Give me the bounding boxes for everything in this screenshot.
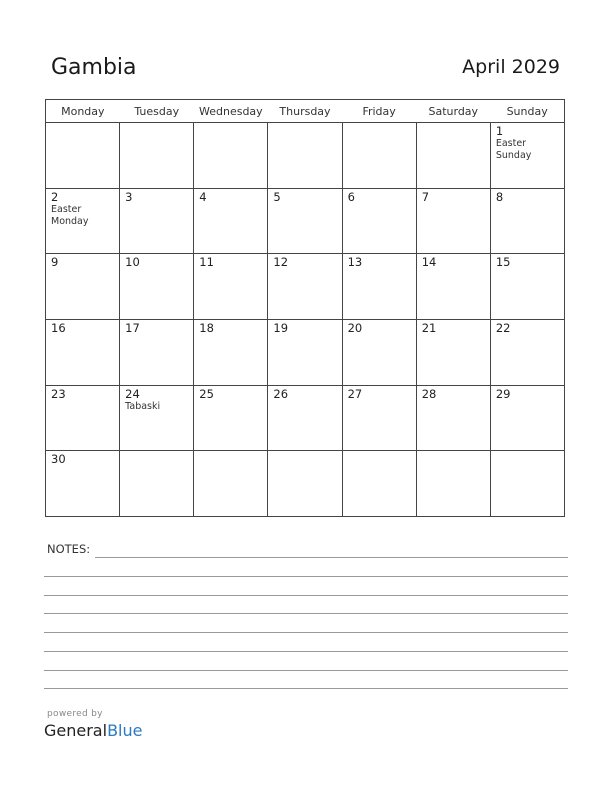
weekday-header: Friday (342, 100, 416, 123)
day-number: 13 (347, 255, 363, 270)
notes-line (44, 595, 568, 596)
calendar-grid (45, 99, 565, 517)
week-row (46, 188, 565, 254)
day-cell[interactable] (490, 188, 564, 254)
country-title: Gambia (51, 55, 137, 80)
day-cell[interactable] (194, 319, 268, 385)
day-cell[interactable] (46, 385, 120, 451)
weekday-header: Tuesday (120, 100, 194, 123)
day-cell[interactable] (342, 385, 416, 451)
day-number: 24 (125, 386, 140, 401)
day-number: 10 (125, 255, 140, 270)
day-cell[interactable] (194, 451, 268, 517)
day-number: 11 (199, 255, 214, 270)
day-cell[interactable] (120, 319, 194, 385)
weekday-header-row (46, 100, 565, 123)
day-number: 8 (495, 189, 504, 204)
holiday-label: Easter Sunday (495, 138, 532, 161)
day-cell[interactable] (46, 123, 120, 189)
day-cell[interactable] (120, 254, 194, 320)
day-cell[interactable] (416, 123, 490, 189)
day-number: 2 (51, 189, 59, 204)
powered-by-label: powered by (47, 709, 103, 719)
day-number: 9 (51, 255, 59, 270)
day-cell[interactable] (120, 123, 194, 189)
day-number: 18 (199, 320, 214, 335)
notes-line (95, 557, 568, 558)
day-number: 7 (421, 189, 430, 204)
day-cell[interactable] (120, 188, 194, 254)
day-number: 25 (199, 386, 214, 401)
day-cell[interactable] (490, 123, 564, 189)
weekday-header: Sunday (490, 100, 564, 123)
day-cell[interactable] (194, 188, 268, 254)
week-row (46, 385, 565, 451)
day-cell[interactable] (268, 188, 342, 254)
day-cell[interactable] (342, 254, 416, 320)
day-number: 6 (347, 189, 355, 204)
day-cell[interactable] (490, 451, 564, 517)
day-cell[interactable] (416, 254, 490, 320)
day-cell[interactable] (120, 451, 194, 517)
week-row (46, 254, 565, 320)
day-number: 19 (273, 320, 289, 335)
weekday-header: Wednesday (194, 100, 268, 123)
day-cell[interactable] (490, 319, 564, 385)
day-cell[interactable] (342, 319, 416, 385)
day-number: 22 (495, 320, 511, 335)
day-cell[interactable] (342, 123, 416, 189)
holiday-label: Easter Monday (51, 203, 89, 227)
day-number: 4 (199, 189, 207, 204)
day-cell[interactable] (194, 385, 268, 451)
holiday-label: Tabaski (125, 400, 161, 412)
notes-line (44, 688, 568, 689)
notes-line (44, 576, 568, 577)
week-row (46, 123, 565, 189)
day-cell[interactable] (268, 319, 342, 385)
week-row (46, 319, 565, 385)
day-cell[interactable] (268, 254, 342, 320)
day-cell[interactable] (268, 123, 342, 189)
day-cell[interactable] (416, 319, 490, 385)
notes-label: NOTES: (47, 542, 91, 556)
day-number: 1 (495, 124, 504, 138)
weekday-header: Saturday (416, 100, 490, 123)
day-number: 17 (125, 320, 140, 335)
day-number: 14 (421, 255, 437, 270)
day-number: 27 (347, 386, 363, 401)
day-number: 28 (421, 386, 437, 401)
day-number: 15 (495, 255, 511, 270)
day-cell[interactable] (268, 451, 342, 517)
brand-general: General (44, 721, 108, 740)
day-number: 3 (125, 189, 133, 204)
week-row (46, 451, 565, 517)
day-cell[interactable] (416, 188, 490, 254)
day-number: 30 (51, 452, 66, 467)
day-number: 20 (347, 320, 363, 335)
weekday-header: Thursday (268, 100, 342, 123)
weekday-header: Monday (46, 100, 120, 123)
notes-line (44, 651, 568, 652)
notes-line (44, 670, 568, 671)
day-cell[interactable] (46, 254, 120, 320)
day-number: 12 (273, 255, 289, 270)
brand-blue: Blue (107, 721, 143, 740)
day-cell[interactable] (416, 385, 490, 451)
day-cell[interactable] (342, 451, 416, 517)
day-number: 5 (273, 189, 281, 204)
day-cell[interactable] (416, 451, 490, 517)
day-cell[interactable] (268, 385, 342, 451)
day-cell[interactable] (490, 385, 564, 451)
day-cell[interactable] (120, 385, 194, 451)
day-number: 29 (495, 386, 511, 401)
day-number: 21 (421, 320, 437, 335)
day-cell[interactable] (46, 319, 120, 385)
day-cell[interactable] (194, 123, 268, 189)
day-cell[interactable] (490, 254, 564, 320)
day-number: 16 (51, 320, 66, 335)
day-cell[interactable] (46, 188, 120, 254)
brand-logo[interactable] (44, 721, 142, 740)
day-cell[interactable] (46, 451, 120, 517)
day-number: 26 (273, 386, 289, 401)
notes-line (44, 632, 568, 633)
day-cell[interactable] (342, 188, 416, 254)
day-cell[interactable] (194, 254, 268, 320)
notes-line (44, 613, 568, 614)
month-year-title: April 2029 (462, 56, 560, 78)
day-number: 23 (51, 386, 66, 401)
